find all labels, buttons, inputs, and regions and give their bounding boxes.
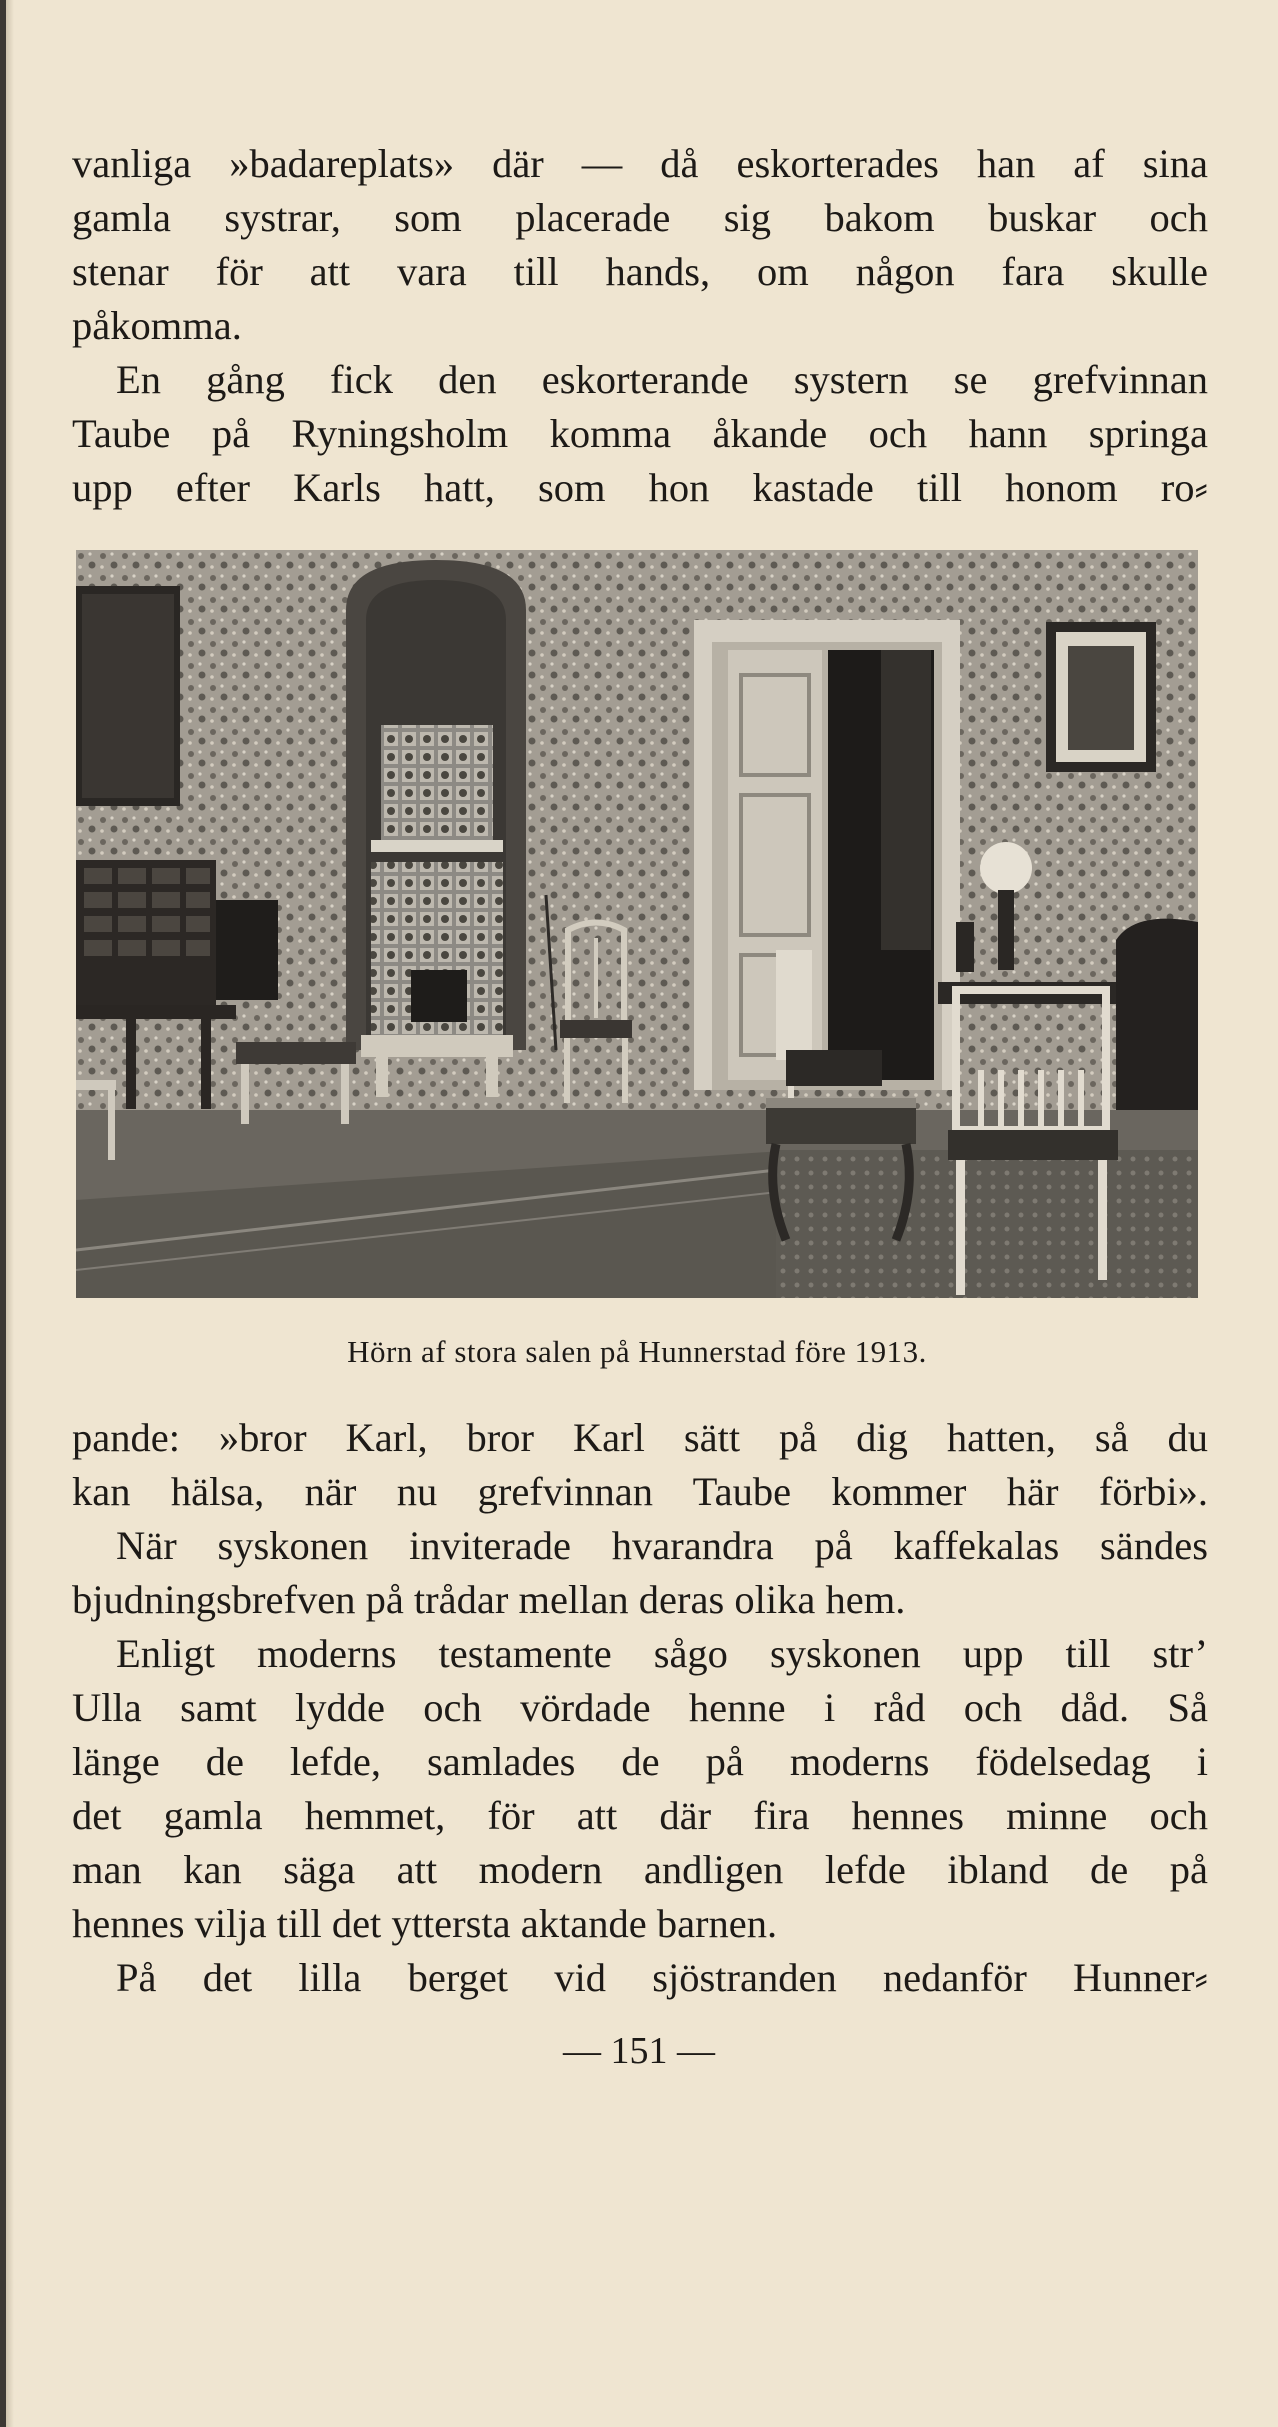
text-line: Ulla samt lydde och vördade henne i råd och dåd. Så [72,1685,1208,1730]
text-line: Enligt moderns testamente sågo syskonen upp till str’ [116,1631,1208,1676]
text-line: gamla systrar, som placerade sig bakom buskar och [72,195,1208,240]
text-line: Taube på Ryningsholm komma åkande och hann springa [72,411,1208,456]
text-line: stenar för att vara till hands, om någon fara skulle [72,249,1208,294]
text-line: pande: »bror Karl, bror Karl sätt på dig hatten, så du [72,1415,1208,1460]
text-line: När syskonen inviterade hvarandra på kaffekalas sändes [116,1523,1208,1568]
text-line: det gamla hemmet, för att där fira hennes minne och [72,1793,1208,1838]
text-line: På det lilla berget vid sjöstranden nedanför Hunner⸗ [116,1955,1208,2000]
text-line: upp efter Karls hatt, som hon kastade till honom ro⸗ [72,465,1208,510]
page-number: — 151 — [563,2030,715,2072]
top-paragraph [72,137,1208,515]
text-line: kan hälsa, när nu grefvinnan Taube kommer här förbi». [72,1469,1208,1514]
text-line: påkomma. [72,303,242,348]
text-line: man kan säga att modern andligen lefde ibland de på [72,1847,1208,1892]
interior-photograph [76,550,1198,1298]
text-line: bjudningsbrefven på trådar mellan deras olika hem. [72,1577,906,1622]
bottom-paragraph [72,1411,1208,2005]
photo-caption: Hörn af stora salen på Hunnerstad före 1913. [347,1334,927,1369]
text-line: hennes vilja till det yttersta aktande barnen. [72,1901,778,1946]
text-line: vanliga »badareplats» där — då eskorterades han af sina [72,141,1208,186]
text-line: länge de lefde, samlades de på moderns födelsedag i [72,1739,1208,1784]
text-line: En gång fick den eskorterande systern se grefvinnan [116,357,1208,402]
